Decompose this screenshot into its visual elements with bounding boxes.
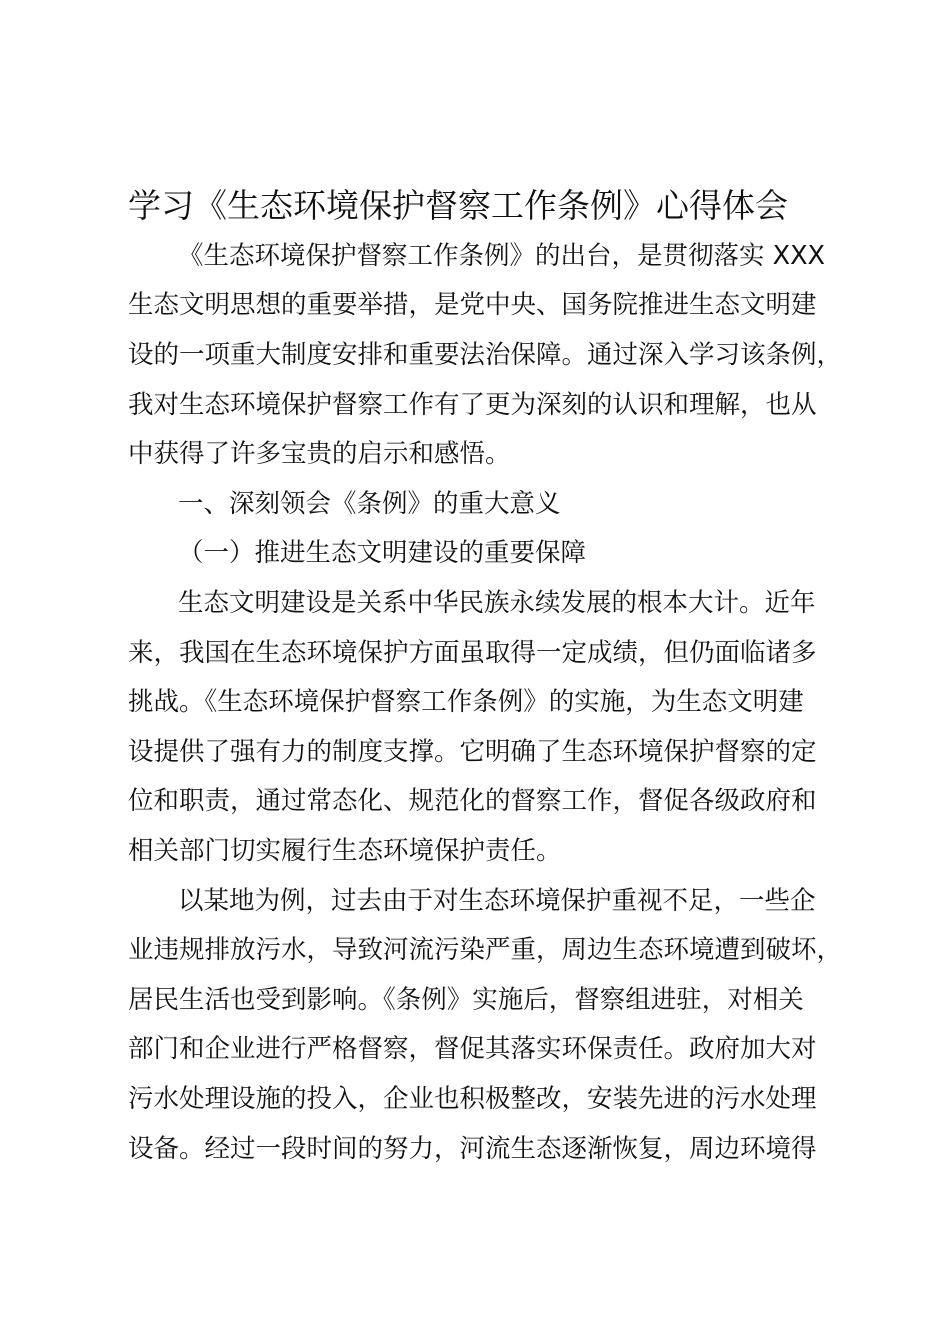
paragraph-line: 业违规排放污水，导致河流污染严重，周边生态环境遭到破坏， xyxy=(128,935,843,965)
paragraph-line: 设的一项重大制度安排和重要法治保障。通过深入学习该条例， xyxy=(128,340,843,370)
paragraph-line: 居民生活也受到影响。《条例》实施后，督察组进驻，对相关 xyxy=(128,985,804,1015)
paragraph-line: 相关部门切实履行生态环境保护责任。 xyxy=(128,836,562,866)
subsection-heading: （一）推进生态文明建设的重要保障 xyxy=(178,538,587,568)
paragraph-line: 生态文明建设是关系中华民族永续发展的根本大计。近年 xyxy=(178,588,816,618)
paragraph-line: 来，我国在生态环境保护方面虽取得一定成绩，但仍面临诸多 xyxy=(128,638,817,668)
document-title: 学习《生态环境保护督察工作条例》心得体会 xyxy=(128,186,788,225)
paragraph-line: 生态文明思想的重要举措，是党中央、国务院推进生态文明建 xyxy=(128,290,817,320)
paragraph-line: 设备。经过一段时间的努力，河流生态逐渐恢复，周边环境得 xyxy=(128,1134,817,1164)
paragraph-line: 挑战。《生态环境保护督察工作条例》的实施，为生态文明建 xyxy=(128,687,804,717)
paragraph-line: 我对生态环境保护督察工作有了更为深刻的认识和理解，也从 xyxy=(128,390,817,420)
paragraph-line: 以某地为例，过去由于对生态环境保护重视不足，一些企 xyxy=(178,886,816,916)
section-heading: 一、深刻领会《条例》的重大意义 xyxy=(178,489,561,519)
paragraph-line: 《生态环境保护督察工作条例》的出台，是贯彻落实 XXX xyxy=(178,241,826,271)
paragraph-line: 部门和企业进行严格督察，督促其落实环保责任。政府加大对 xyxy=(128,1034,817,1064)
paragraph-line: 中获得了许多宝贵的启示和感悟。 xyxy=(128,439,511,469)
paragraph-line: 污水处理设施的投入，企业也积极整改，安装先进的污水处理 xyxy=(128,1084,817,1114)
paragraph-line: 设提供了强有力的制度支撑。它明确了生态环境保护督察的定 xyxy=(128,737,817,767)
paragraph-line: 位和职责，通过常态化、规范化的督察工作，督促各级政府和 xyxy=(128,786,817,816)
